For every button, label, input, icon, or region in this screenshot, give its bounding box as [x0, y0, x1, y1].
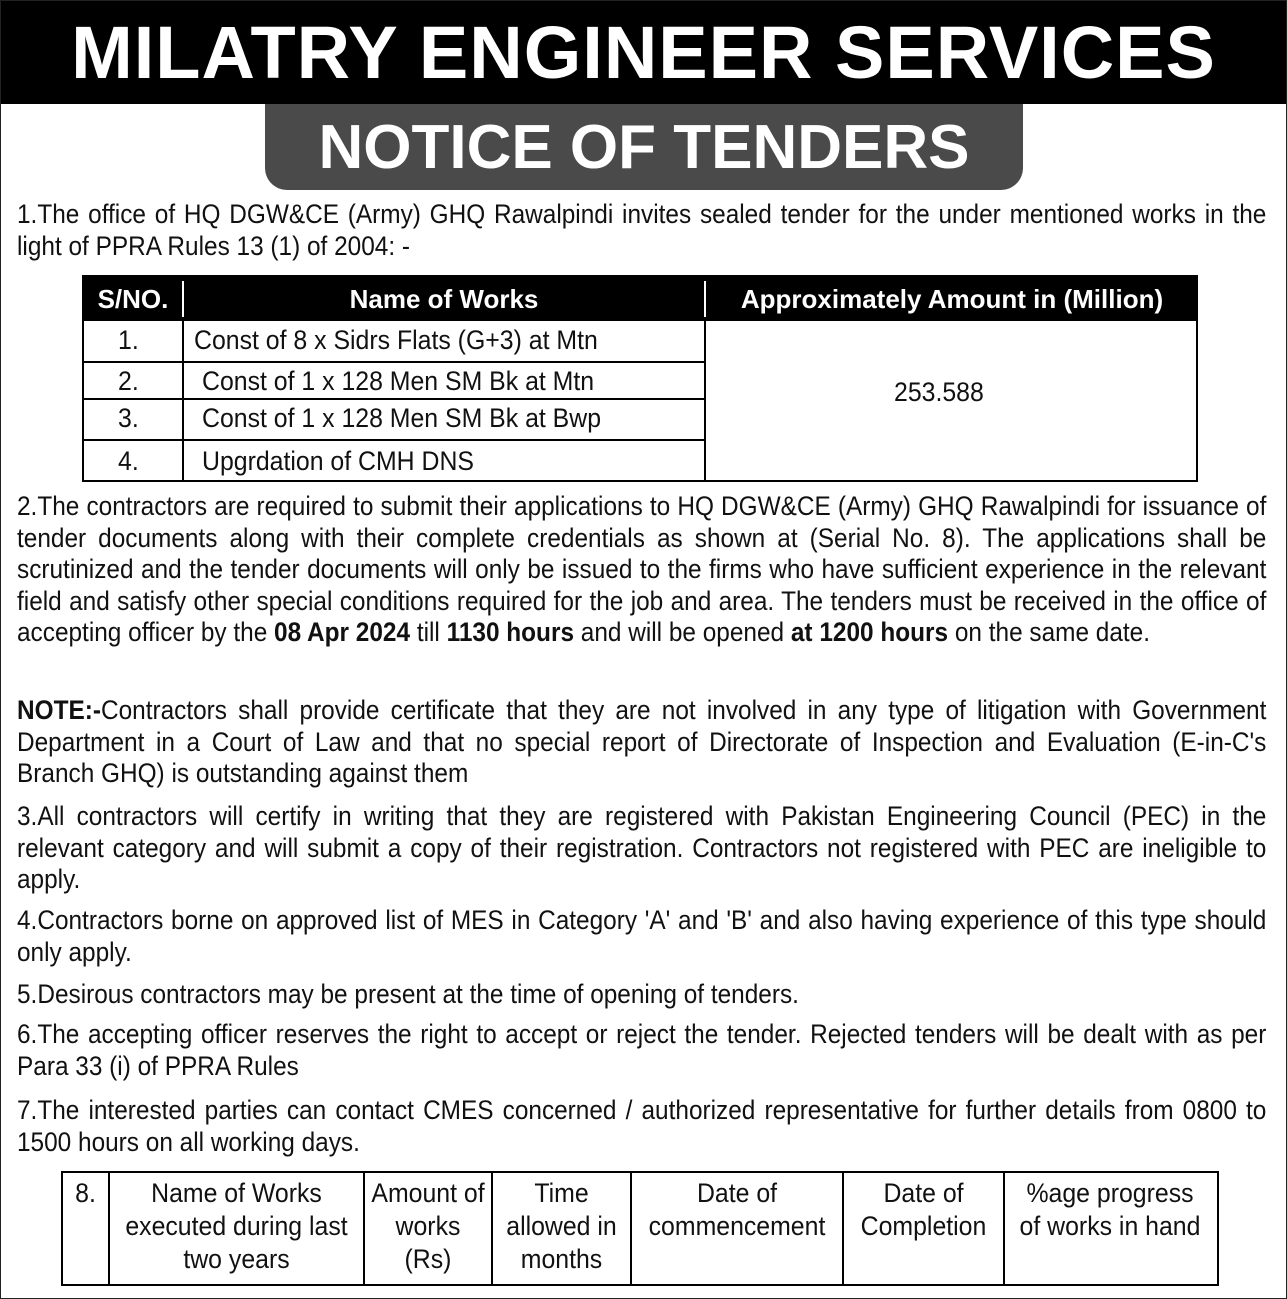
row-work-name: Const of 8 x Sidrs Flats (G+3) at Mtn — [194, 325, 598, 355]
col-progress: %age progress of works in hand — [1019, 1178, 1201, 1241]
row-sno: 1. — [118, 325, 139, 355]
paragraph-6: 6.The accepting officer reserves the right to accept or reject the tender. Rejected tenders will be dealt with as per Para 33 (i) of PPRA Rules — [17, 1019, 1267, 1081]
header-divider — [182, 281, 184, 317]
row-work-name: Const of 1 x 128 Men SM Bk at Bwp — [202, 403, 602, 433]
works-table — [82, 275, 1198, 482]
paragraph-3: 3.All contractors will certify in writing that they are registered with Pakistan Engineering Council (PEC) in the relevant category and will submit a copy of their registration. Contractors not registered with PEC are ineligible to apply. — [17, 801, 1267, 894]
opening-time: at 1200 hours — [790, 617, 949, 647]
para2-text: till — [410, 617, 447, 647]
intro-paragraph: 1.The office of HQ DGW&CE (Army) GHQ Rawalpindi invites sealed tender for the under mentioned works in the light of PPRA Rules 13 (1) of 2004: - — [17, 199, 1267, 261]
column-divider — [842, 1173, 844, 1284]
para2-text: 2.The contractors are required to submit their applications to HQ DGW&CE (Army) GHQ Rawalpindi for issuance of tender documents along with their complete credentials as shown at (Serial No. 8). The applications shall be scrutinized and the tender documents will only be issued to the firms who have sufficient experience in the relevant field and satisfy other special conditions required for the job and area. The tenders must be received in the office of accepting officer by the — [17, 491, 1267, 647]
tender-date: 08 Apr 2024 — [274, 617, 411, 647]
column-divider — [108, 1173, 110, 1284]
row-divider — [84, 398, 706, 400]
col-date-commencement: Date of commencement — [648, 1178, 826, 1241]
col-amount: Amount of works (Rs) — [371, 1178, 485, 1274]
total-amount: 253.588 — [894, 377, 984, 407]
header-amount: Approximately Amount in (Million) — [740, 284, 1164, 314]
row-work-name: Const of 1 x 128 Men SM Bk at Mtn — [202, 366, 595, 396]
row-sno: 2. — [118, 366, 139, 396]
para2-text: and will be opened — [574, 617, 791, 647]
note-text: Contractors shall provide certificate that they are not involved in any type of litigation with Government Department in a Court of Law and that no special report of Directorate of Inspection and Evaluation (E-in-C's Branch GHQ) is outstanding against them — [17, 695, 1267, 788]
col-date-completion: Date of Completion — [860, 1178, 987, 1241]
tender-time: 1130 hours — [446, 617, 575, 647]
paragraph-7: 7.The interested parties can contact CMES concerned / authorized representative for further details from 0800 to 1500 hours on all working days. — [17, 1095, 1267, 1157]
column-divider — [630, 1173, 632, 1284]
col-time-allowed: Time allowed in months — [506, 1178, 617, 1274]
credentials-serial: 8. — [75, 1178, 96, 1208]
note-paragraph — [17, 695, 1266, 790]
paragraph-4: 4.Contractors borne on approved list of MES in Category 'A' and 'B' and also having experience of this type should only apply. — [17, 905, 1267, 967]
paragraph-5: 5.Desirous contractors may be present at the time of opening of tenders. — [17, 979, 799, 1009]
notice-title: NOTICE OF TENDERS — [265, 104, 1023, 190]
works-table-header — [84, 277, 1196, 321]
column-divider — [491, 1173, 493, 1284]
header-sno: S/NO. — [97, 284, 169, 314]
column-divider — [182, 321, 184, 482]
column-divider — [1003, 1173, 1005, 1284]
org-title: MILATRY ENGINEER SERVICES — [1, 1, 1286, 104]
paragraph-2 — [17, 491, 1266, 649]
row-sno: 4. — [118, 446, 139, 476]
col-name-of-works: Name of Works executed during last two years — [125, 1178, 348, 1274]
row-work-name: Upgrdation of CMH DNS — [202, 446, 474, 476]
header-divider — [704, 281, 706, 317]
row-divider — [84, 439, 706, 441]
para2-text: on the same date. — [948, 617, 1151, 647]
row-sno: 3. — [118, 403, 139, 433]
column-divider — [363, 1173, 365, 1284]
column-divider — [704, 321, 706, 482]
note-label: NOTE:- — [17, 695, 101, 725]
header-name-of-works: Name of Works — [349, 284, 539, 314]
credentials-table — [61, 1171, 1219, 1286]
row-divider — [84, 361, 706, 363]
